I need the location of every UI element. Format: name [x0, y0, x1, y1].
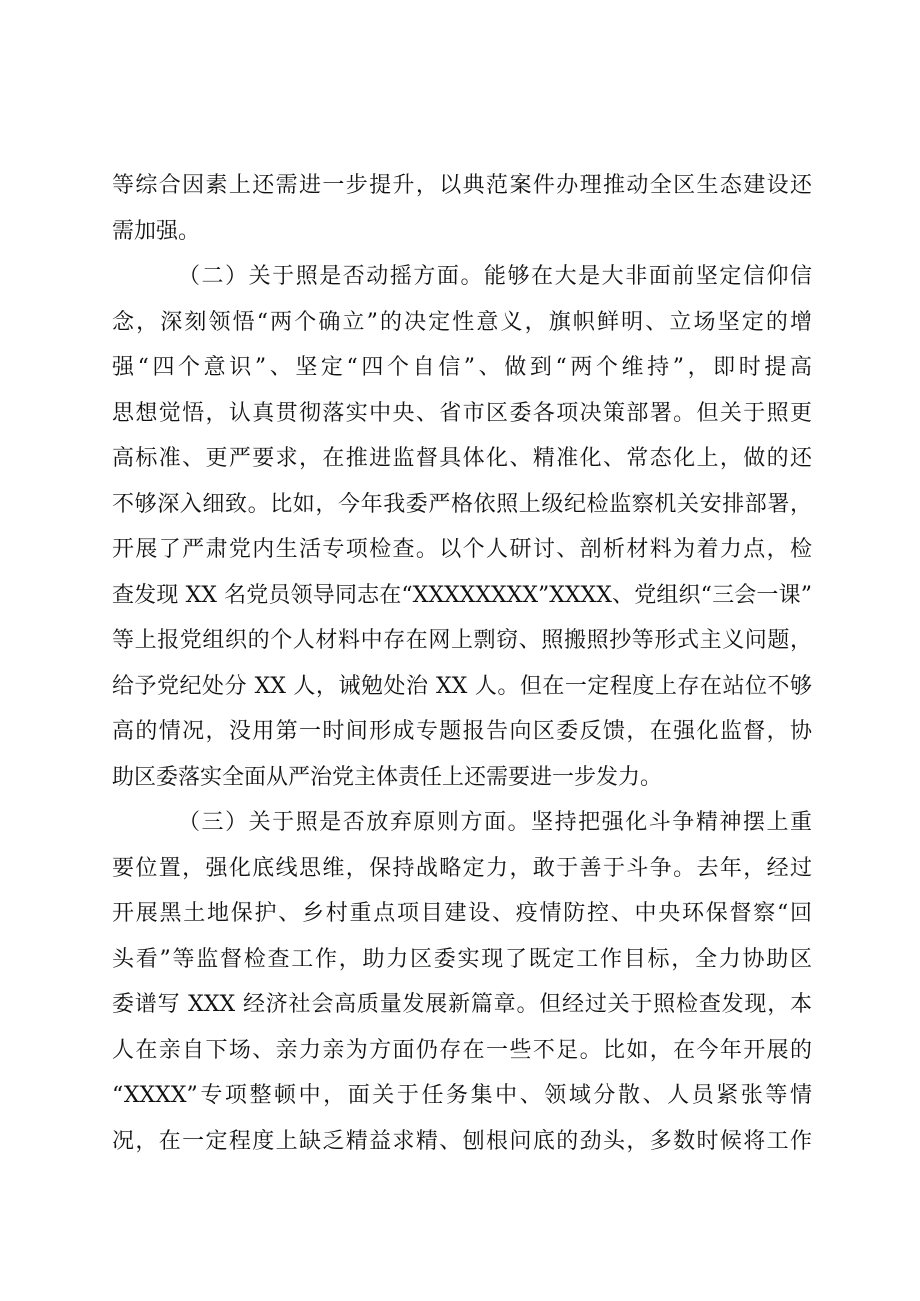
- text-line: 开展了严肃党内生活专项检查。以个人研讨、剖析材料为着力点，检: [112, 537, 812, 562]
- text-line: 要位置，强化底线思维，保持战略定力，敢于善于斗争。去年，经过: [112, 855, 812, 881]
- text-line: 需加强。: [112, 218, 201, 244]
- text-line: “XXXX”专项整顿中，面关于任务集中、领域分散、人员紧张等情: [112, 1083, 812, 1108]
- text-line: 给予党纪处分 XX 人，诫勉处治 XX 人。但在一定程度上存在站位不够: [112, 673, 812, 699]
- text-line: 人在亲自下场、亲力亲为方面仍存在一些不足。比如，在今年开展的: [112, 1037, 812, 1063]
- text-line: 念，深刻领悟“两个确立”的决定性意义，旗帜鲜明、立场坚定的增: [112, 309, 812, 335]
- text-line: 思想觉悟，认真贯彻落实中央、省市区委各项决策部署。但关于照更: [112, 400, 812, 426]
- text-line: 头看”等监督检查工作，助力区委实现了既定工作目标，全力协助区: [112, 946, 812, 972]
- text-line: 等上报党组织的个人材料中存在网上剽窃、照搬照抄等形式主义问题，: [112, 628, 812, 653]
- text-line: 委谱写 XXX 经济社会高质量发展新篇章。但经过关于照检查发现，本: [112, 992, 812, 1017]
- text-line: （三）关于照是否放弃原则方面。坚持把强化斗争精神摆上重: [178, 810, 812, 835]
- text-line: 开展黑土地保护、乡村重点项目建设、疫情防控、中央环保督察“回: [112, 901, 812, 926]
- text-line: 况，在一定程度上缺乏精益求精、刨根问底的劲头，多数时候将工作: [112, 1128, 812, 1154]
- text-line: 高标准、更严要求，在推进监督具体化、精准化、常态化上，做的还: [112, 446, 812, 471]
- text-line: 高的情况，没用第一时间形成专题报告向区委反馈，在强化监督，协: [112, 719, 812, 744]
- text-line: 助区委落实全面从严治党主体责任上还需要进一步发力。: [112, 764, 663, 790]
- body-text: [112, 163, 812, 1164]
- text-line: 强“四个意识”、坚定“四个自信”、做到“两个维持”，即时提高: [112, 355, 812, 380]
- text-line: （二）关于照是否动摇方面。能够在大是大非面前坚定信仰信: [178, 264, 812, 289]
- text-line: 等综合因素上还需进一步提升，以典范案件办理推动全区生态建设还: [112, 173, 812, 198]
- text-line: 不够深入细致。比如，今年我委严格依照上级纪检监察机关安排部署，: [112, 491, 812, 517]
- text-line: 查发现 XX 名党员领导同志在“XXXXXXXX”XXXX、党组织“三会一课”: [112, 582, 812, 608]
